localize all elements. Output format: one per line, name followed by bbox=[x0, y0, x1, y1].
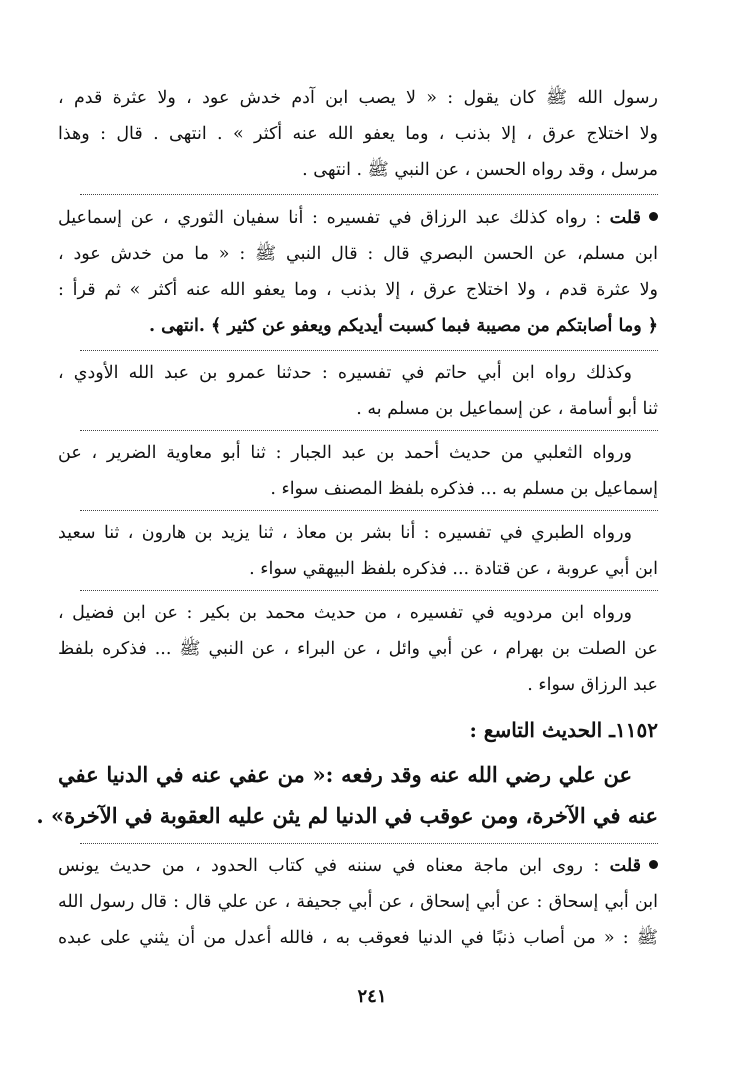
text-line-first bbox=[58, 848, 658, 884]
label-qultu: قلت bbox=[609, 208, 641, 228]
text-line: مرسل ، وقد رواه الحسن ، عن النبي ﷺ . انتهى . bbox=[302, 160, 658, 180]
text-line-first bbox=[58, 200, 658, 236]
paragraph-6 bbox=[58, 595, 658, 703]
dotted-separator bbox=[80, 843, 658, 844]
bullet-icon bbox=[649, 212, 658, 221]
dotted-separator bbox=[80, 194, 658, 195]
page-number: ٢٤١ bbox=[357, 986, 387, 1007]
text-line: ابن أبي عروبة ، عن قتادة ... فذكره بلفظ البيهقي سواء . bbox=[249, 559, 658, 579]
text-line: وكذلك رواه ابن أبي حاتم في تفسيره : حدثنا عمرو بن عبد الله الأودي ، bbox=[58, 363, 632, 383]
text-fragment: : رواه كذلك عبد الرزاق في تفسيره : أنا سفيان الثوري ، عن إسماعيل bbox=[58, 208, 601, 228]
text-line: رسول الله ﷺ كان يقول : « لا يصب ابن آدم خدش عود ، ولا عثرة قدم ، bbox=[58, 88, 658, 108]
text-line: إسماعيل بن مسلم به ... فذكره بلفظ المصنف سواء . bbox=[270, 479, 658, 499]
hadith-line: عنه في الآخرة، ومن عوقب في الدنيا لم يثن عليه العقوبة في الآخرة» . bbox=[36, 803, 658, 828]
paragraph-8 bbox=[58, 848, 658, 956]
text-fragment: : روى ابن ماجة معناه في سننه في كتاب الحدود ، من حديث يونس bbox=[58, 856, 600, 876]
text-line: ﷺ : « من أصاب ذنبًا في الدنيا فعوقب به ، فالله أعدل من أن يثني على عبده bbox=[58, 928, 658, 948]
label-qultu: قلت bbox=[609, 856, 641, 876]
text-line: ثنا أبو أسامة ، عن إسماعيل بن مسلم به . bbox=[356, 399, 658, 419]
dotted-separator bbox=[80, 350, 658, 351]
text-line: عن الصلت بن بهرام ، عن أبي وائل ، عن البراء ، عن النبي ﷺ ... فذكره بلفظ bbox=[58, 639, 658, 659]
text-line: ورواه الثعلبي من حديث أحمد بن عبد الجبار : ثنا أبو معاوية الضرير ، عن bbox=[58, 443, 632, 463]
paragraph-1 bbox=[58, 80, 658, 188]
bullet-icon bbox=[649, 860, 658, 869]
text-line: عبد الرزاق سواء . bbox=[527, 675, 658, 695]
quran-verse-line: ﴿ وما أصابتكم من مصيبة فبما كسبت أيديكم ويعفو عن كثير ﴾ .انتهى . bbox=[149, 316, 658, 336]
dotted-separator bbox=[80, 430, 658, 431]
paragraph-4 bbox=[58, 435, 658, 507]
hadith-line: عن علي رضي الله عنه وقد رفعه :« من عفي عنه في الدنيا عفي bbox=[58, 762, 632, 787]
paragraph-2 bbox=[58, 200, 658, 344]
dotted-separator bbox=[80, 510, 658, 511]
text-line: ابن مسلم، عن الحسن البصري قال : قال النبي ﷺ : « ما من خدش عود ، bbox=[58, 244, 658, 264]
paragraph-5 bbox=[58, 515, 658, 587]
text-line: ورواه الطبري في تفسيره : أنا بشر بن معاذ ، ثنا يزيد بن هارون ، ثنا سعيد bbox=[58, 523, 632, 543]
text-line: ولا عثرة قدم ، ولا اختلاج عرق ، إلا بذنب ، وما يعفو الله عنه أكثر » ثم قرأ : bbox=[58, 280, 658, 300]
paragraph-3 bbox=[58, 355, 658, 427]
hadith-heading: ١١٥٢ـ الحديث التاسع : bbox=[469, 718, 658, 742]
text-line: ولا اختلاج عرق ، إلا بذنب ، وما يعفو الله عنه أكثر » . انتهى . قال : وهذا bbox=[58, 124, 658, 144]
text-line: ابن أبي إسحاق : عن أبي إسحاق ، عن أبي جحيفة ، عن علي قال : قال رسول الله bbox=[58, 892, 658, 912]
text-line: ورواه ابن مردويه في تفسيره ، من حديث محمد بن بكير : عن ابن فضيل ، bbox=[58, 603, 632, 623]
hadith-text bbox=[36, 754, 658, 836]
dotted-separator bbox=[80, 590, 658, 591]
